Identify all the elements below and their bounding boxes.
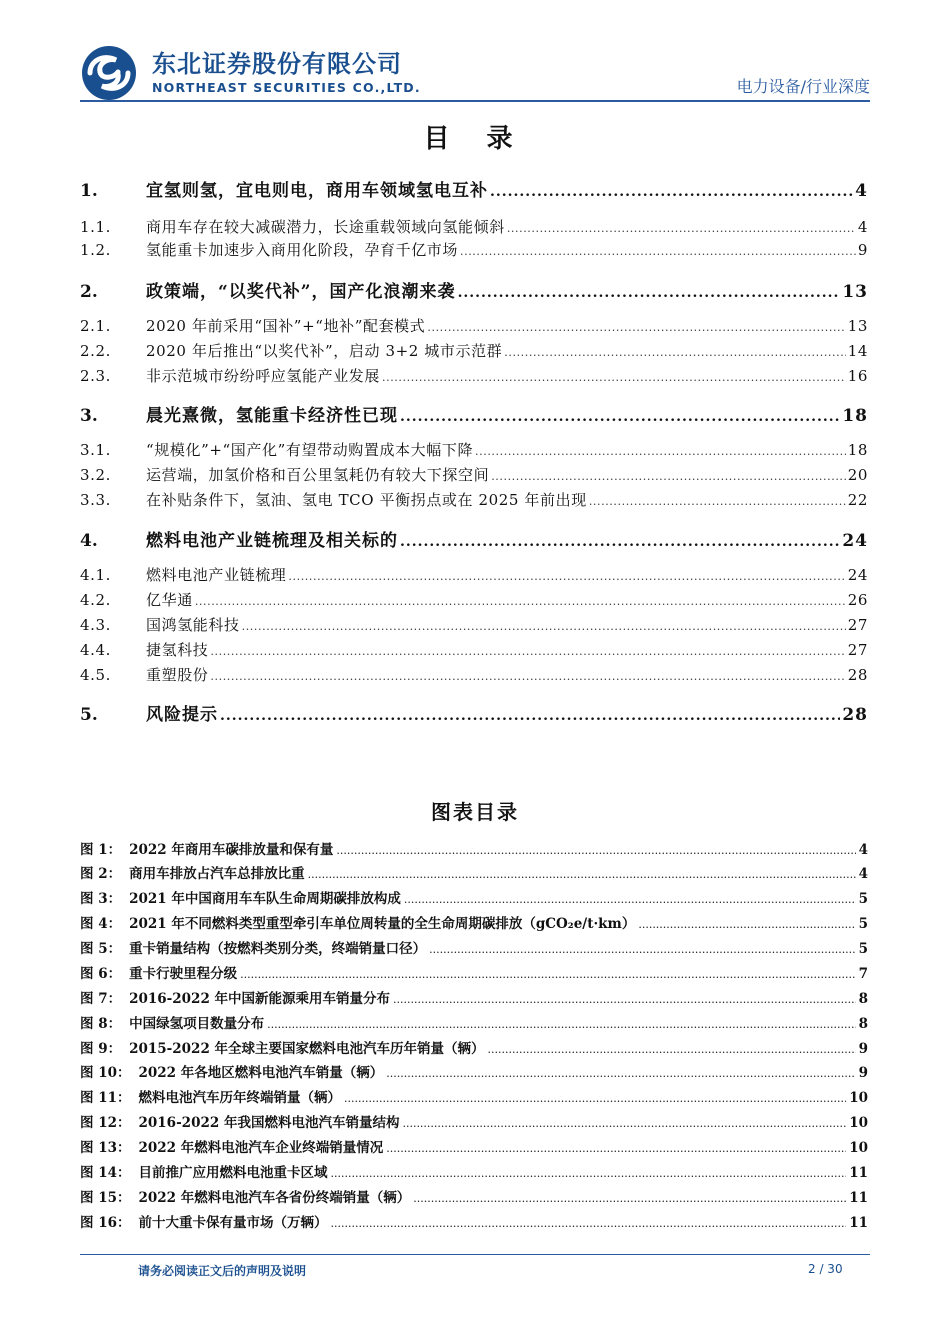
toc-entry[interactable]: 1.2. 氢能重卡加速步入商用化阶段，孕育千亿市场 ..... 9: [80, 239, 868, 260]
toc-entry[interactable]: 4.4. 捷氢科技 ..... 27: [80, 639, 868, 660]
figure-entry[interactable]: 图 11： 燃料电池汽车历年终端销量（辆） ..... 10: [80, 1086, 868, 1106]
figure-entry[interactable]: 图 13： 2022 年燃料电池汽车企业终端销量情况 ..... 10: [80, 1136, 868, 1156]
figure-entry[interactable]: 图 15： 2022 年燃料电池汽车各省份终端销量（辆） ..... 11: [80, 1186, 868, 1206]
footer-disclaimer: 请务必阅读正文后的声明及说明: [138, 1264, 307, 1278]
toc-entry[interactable]: 4.5. 重塑股份 ..... 28: [80, 664, 868, 685]
figure-entry[interactable]: 图 5： 重卡销量结构（按燃料类别分类，终端销量口径） ..... 5: [80, 937, 868, 957]
company-name-cn: 东北证券股份有限公司: [152, 50, 402, 78]
figure-entry[interactable]: 图 14： 目前推广应用燃料电池重卡区域 ..... 11: [80, 1161, 868, 1181]
page-header: [80, 40, 870, 98]
footer-divider: [80, 1254, 870, 1255]
toc-entry[interactable]: 1. 宜氢则氢，宜电则电，商用车领域氢电互补 ..... 4: [80, 176, 868, 201]
toc-entry[interactable]: 1.1. 商用车存在较大减碳潜力，长途重载领域向氢能倾斜 ..... 4: [80, 216, 868, 237]
page-indicator: 2 / 30: [808, 1262, 843, 1276]
toc-entry[interactable]: 2. 政策端，“以奖代补”，国产化浪潮来袭 ..... 13: [80, 277, 868, 302]
figure-entry[interactable]: 图 1： 2022 年商用车碳排放量和保有量 ..... 4: [80, 838, 868, 858]
figure-entry[interactable]: 图 16： 前十大重卡保有量市场（万辆） ..... 11: [80, 1211, 868, 1231]
figure-entry[interactable]: 图 4： 2021 年不同燃料类型重型牵引车单位周转量的全生命周期碳排放（gCO₂e/t·km） ..... 5: [80, 912, 868, 932]
figure-entry[interactable]: 图 2： 商用车排放占汽车总排放比重 ..... 4: [80, 862, 868, 882]
figure-entry[interactable]: 图 10： 2022 年各地区燃料电池汽车销量（辆） ..... 9: [80, 1061, 868, 1081]
toc-title: 目 录: [423, 124, 527, 154]
toc-entry[interactable]: 3. 晨光熹微，氢能重卡经济性已现 ..... 18: [80, 401, 868, 426]
figure-entry[interactable]: 图 9： 2015-2022 年全球主要国家燃料电池汽车历年销量（辆） ..... 9: [80, 1037, 868, 1057]
figure-entry[interactable]: 图 7： 2016-2022 年中国新能源乘用车销量分布 ..... 8: [80, 987, 868, 1007]
toc-entry[interactable]: 4.3. 国鸿氢能科技 ..... 27: [80, 614, 868, 635]
toc-entry[interactable]: 3.2. 运营端，加氢价格和百公里氢耗仍有较大下探空间 ..... 20: [80, 464, 868, 485]
northeast-securities-logo-icon: [80, 44, 138, 102]
toc-entry[interactable]: 3.1. “规模化”+“国产化”有望带动购置成本大幅下降 ..... 18: [80, 439, 868, 460]
toc-entry[interactable]: 3.3. 在补贴条件下，氢油、氢电 TCO 平衡拐点或在 2025 年前出现 ..... 22: [80, 489, 868, 510]
toc-entry[interactable]: 4.1. 燃料电池产业链梳理 ..... 24: [80, 564, 868, 585]
toc-entry[interactable]: 4.2. 亿华通 ..... 26: [80, 589, 868, 610]
toc-entry[interactable]: 4. 燃料电池产业链梳理及相关标的 ..... 24: [80, 526, 868, 551]
figure-entry[interactable]: 图 12： 2016-2022 年我国燃料电池汽车销量结构 ..... 10: [80, 1111, 868, 1131]
figure-entry[interactable]: 图 8： 中国绿氢项目数量分布 ..... 8: [80, 1012, 868, 1032]
figure-entry[interactable]: 图 3： 2021 年中国商用车车队生命周期碳排放构成 ..... 5: [80, 887, 868, 907]
industry-label: 电力设备/行业深度: [736, 77, 870, 96]
toc-entry[interactable]: 2.2. 2020 年后推出“以奖代补”，启动 3+2 城市示范群 ..... 14: [80, 340, 868, 361]
figure-entry[interactable]: 图 6： 重卡行驶里程分级 ..... 7: [80, 962, 868, 982]
toc-entry[interactable]: 2.1. 2020 年前采用“国补”+“地补”配套模式 ..... 13: [80, 315, 868, 336]
company-name-en: NORTHEAST SECURITIES CO.,LTD.: [152, 80, 421, 95]
toc-entry[interactable]: 2.3. 非示范城市纷纷呼应氢能产业发展 ..... 16: [80, 365, 868, 386]
header-divider: [80, 100, 870, 102]
figure-list-title: 图表目录: [431, 800, 519, 824]
toc-entry[interactable]: 5. 风险提示 ..... 28: [80, 700, 868, 725]
